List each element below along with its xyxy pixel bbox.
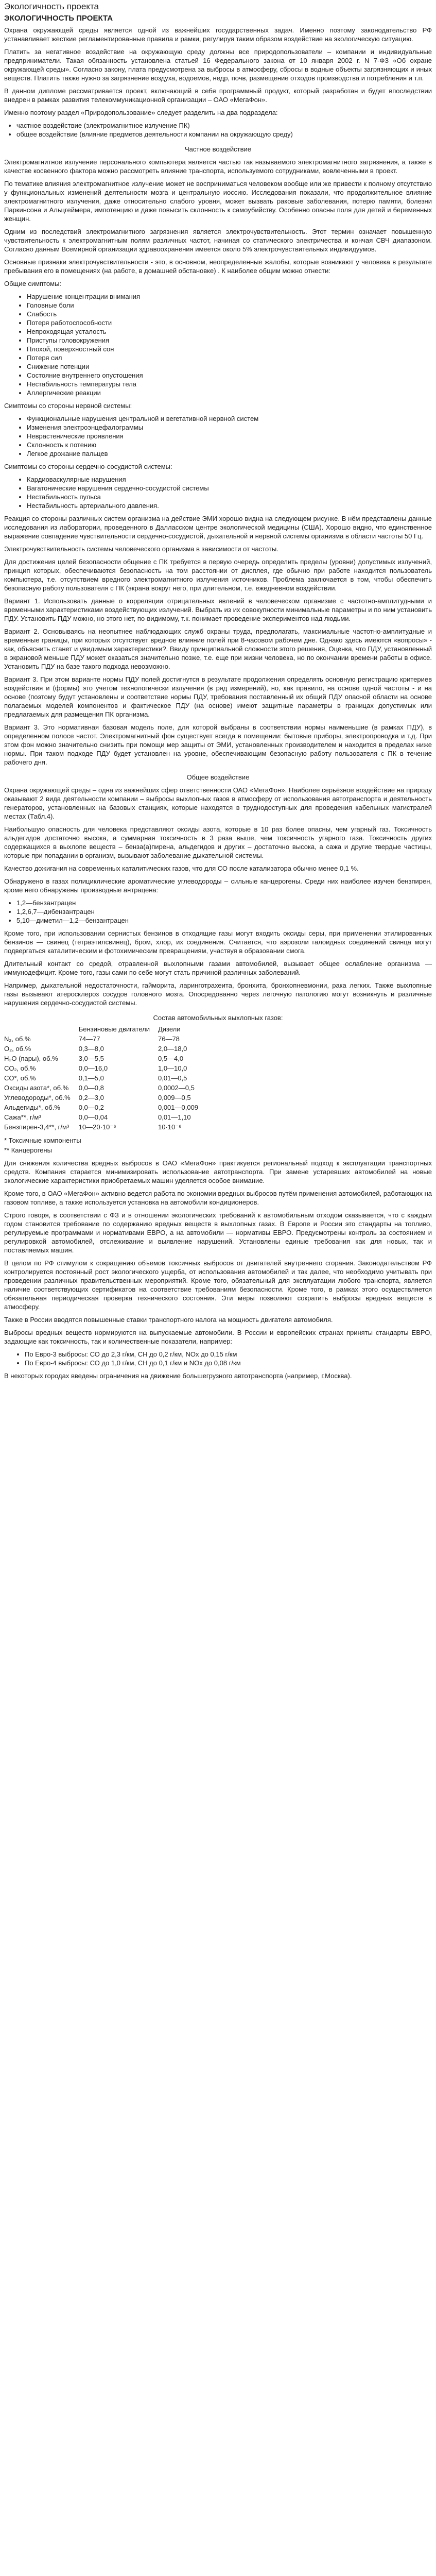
paragraph: Вариант 1. Использовать данные о корреляции отрицательных явлений в человеческом организме с частотно-амплитудными и временными характеристиками воздействующих излучений. Выбрать из их совокупности минимальные параметры и по ним установить ПДУ. Установить ПДУ можно, но этого нет, по-видимому, т.к. понимает проведение экспериментов над людьми.	[4, 597, 432, 622]
table-row	[4, 1044, 202, 1054]
table-cell: 10·10⁻⁶	[158, 1123, 182, 1131]
list-item: • Нестабильность пульса	[27, 493, 432, 501]
table-cell: Углеводороды*, об.%	[4, 1094, 71, 1101]
list-item: • Склонность к потению	[27, 440, 432, 449]
table-cell: 0,01—1,10	[158, 1113, 191, 1121]
paragraph: Для снижения количества вредных выбросов в ОАО «МегаФон» практикуется региональный подход к эксплуатации транспортных средств. Компания старается минимизировать использование автотранспорта. При замене устаревших автомобилей на новые экологические характеристики приобретаемых машин уделяется особое внимание.	[4, 1159, 432, 1184]
paragraph: Качество дожигания на современных каталитических газов, что для СО после катализатора обычно менее 0,1 %.	[4, 865, 359, 872]
list-item: • общее воздействие (влияние предметов деятельности компании на окружающую среду)	[16, 130, 432, 139]
paragraph: Для достижения целей безопасности общение с ПК требуется в первую очередь определить пределы (уровни) допустимых излучений, принцип которых, обеспечиваются безопасность на том расстоянии от дисплея, где обычно при работе находится пользователь компьютера, т.е. отсутствием вредного электромагнитного излучения источников. Проблема заключается в том, чтобы обеспечить безопасную работу пользователя с ПК (экрана вокруг него, при длительном, т.е. ежедневном воздействии.	[4, 558, 432, 592]
table-cell: 0,1—5,0	[78, 1074, 104, 1082]
paragraph: Вариант 3. Это нормативная базовая модель поле, для которой выбраны в соответствии нормы наименьшие (в рамках ПДУ), в определенном полосе частот. Электромагнитный фон существует всегда в помещении: бытовые приборы, электропроводка и т.д. При этом фон можно значительно снизить при помощи мер защиты от ЭМИ, установленных производителем и находится в пределах ниже нормы. При таком подходе ПДУ будет установлен на уровне, обеспечивающим безопасную работу пользователя с ПК в течение рабочего дня.	[4, 723, 432, 766]
paragraph: Основные признаки электрочувствительности - это, в основном, неопределенные жалобы, которые возникают у человека в результате пребывания его в помещениях (на работе, в домашней обстановке) . К наиболее общим можно отнести:	[4, 258, 432, 275]
table-cell: H₂O (пары), об.%	[4, 1055, 58, 1062]
list-item: • Снижение потенции	[27, 362, 432, 371]
paragraph: Вариант 2. Основываясь на неопытнее наблюдающих служб охраны труда, предполагать, максимальные частотно-амплитудные и временные границы, при которых отсутствует вредное влияние полей при 8-часовом рабочем дне. Однако здесь имеются «вопросы» - как, объяснить станет и увидимым характеристики?. Ввиду принципиальной сложности этого решения, Оценка, что ПДУ, установленный в экрановой меньше ПДУ может оказаться значительно позже, т.е. еще при жизни человека, но по окончании времени работы в офисе. Установить ПДУ на базе такого подхода невозможно.	[4, 628, 432, 670]
list-item: • Плохой, поверхностный сон	[27, 345, 432, 353]
nervous-list	[4, 414, 432, 458]
table-notes	[4, 1136, 432, 1155]
table-cell: 3,0—5,5	[78, 1055, 104, 1062]
private-heading: Частное воздействие	[184, 145, 252, 153]
list-item: • Потеря работоспособности	[27, 318, 432, 327]
symptoms-list	[4, 292, 432, 397]
cardio-list	[4, 475, 432, 510]
list-item: • Слабость	[27, 310, 432, 318]
table-cell: 10—20·10⁻⁶	[78, 1123, 116, 1131]
paragraph: Кроме того, при использовании сернистых бензинов в отходящие газы могут входить оксиды серы, при применении этилированных бензинов — свинец (тетраэтилсвинец), бром, хлор, их соединения. Считается, что аэрозоли галоидных соединений свинца могут подвергаться каталитическим и фотохимическим превращениям, участвуя в образовании смога.	[4, 929, 432, 955]
paragraph: Кроме того, в ОАО «МегаФон» активно ведется работа по экономии вредных выбросов путём применения автомобилей, работающих на газовом топливе, а также используется установка на автомобили кондиционеров.	[4, 1190, 432, 1206]
closing-section	[4, 1159, 432, 1346]
list-item: • Кардиоваскулярные нарушения	[27, 475, 432, 484]
paragraph: Именно поэтому раздел «Природопользование» следует разделить на два подраздела:	[4, 109, 278, 116]
list-item: • 1,2—бензантрацен	[16, 899, 432, 907]
paragraph: Длительный контакт со средой, отравленной выхлопными газами автомобилей, вызывает общее ослабление организма — иммунодефицит. Кроме того, газы сами по себе могут стать причиной различных заболеваний.	[4, 960, 432, 976]
table-cell: 0,0002—0,5	[158, 1084, 195, 1092]
table-cell: Сажа**, г/м³	[4, 1113, 41, 1121]
table-cell: 0,0—0,8	[78, 1084, 104, 1092]
list-item: • Аллергические реакции	[27, 388, 432, 397]
table-cell: N₂, об.%	[4, 1035, 31, 1043]
table-row	[4, 1112, 202, 1122]
paragraph: Электромагнитное излучение персонального компьютера является частью так называемого электромагнитного загрязнения, а также в качестве косвенного фактора можно рассмотреть влияние транспорта, используемого сотрудниками, вовлеченными в проект.	[4, 158, 432, 175]
table-row	[4, 1122, 202, 1132]
list-item: • Состояние внутреннего опустошения	[27, 371, 432, 380]
table-cell: Альдегиды*, об.%	[4, 1104, 60, 1111]
pah-list	[4, 899, 432, 925]
list-item: • 5,10—диметил—1,2—бензантрацен	[16, 916, 432, 925]
private-section	[4, 158, 432, 275]
page-title: Экологичность проекта	[4, 2, 99, 11]
table-cell: 0,009—0,5	[158, 1094, 191, 1101]
table-cell: 0,2—3,0	[78, 1094, 104, 1101]
nervous-heading: Симптомы со стороны нервной системы:	[4, 402, 132, 410]
table-note: * Токсичные компоненты	[4, 1137, 81, 1144]
list-item: • Неврастенические проявления	[27, 432, 432, 440]
list-item: • Легкое дрожание пальцев	[27, 449, 432, 458]
table-cell: O₂, об.%	[4, 1045, 31, 1053]
emissions-table	[4, 1024, 202, 1132]
table-cell: 0,3—8,0	[78, 1045, 104, 1053]
list-item: • Изменения электроэнцефалограммы	[27, 423, 432, 432]
standards-list	[4, 1350, 432, 1367]
table-caption: Состав автомобильных выхлопных газов:	[153, 1014, 283, 1022]
paragraph: Строго говоря, в соответствии с ФЗ и в отношении экологических требований к автомобильным отходом сказывается, что с каждым годом становится требование по содержанию вредных веществ в выхлопных газах. В Европе и России это стандарты на топливо, регулируемые программами и нормативами ЕВРО, а на автомобили — нормативы ЕВРО. Предусмотрены контроль за состоянием и регулировкой автомобилей, отслеживание и выявление нарушений. Установлены единые требования как для новых, так и поставляемых машин.	[4, 1211, 432, 1254]
table-header-cell: Бензиновые двигатели	[78, 1025, 150, 1033]
general-heading: Общее воздействие	[186, 773, 250, 781]
paragraph: Платить за негативное воздействие на окружающую среду должны все природопользователи – компании и индивидуальные предприниматели. Такая обязанность установлена статьей 16 Федерального закона от 10 января 2002 г. N 7-ФЗ «Об охране окружающей среды». Согласно закону, плата предусмотрена за выбросы в атмосферу, сбросы в водные объекты загрязняющих и иных веществ. Платить также нужно за загрязнение воздуха, водоемов, недр, почв, размещение отходов производства и потребления и т.п.	[4, 48, 432, 82]
table-cell: CO₂, об.%	[4, 1064, 36, 1072]
table-row	[4, 1054, 202, 1063]
table-cell: 0,01—0,5	[158, 1074, 187, 1082]
table-cell: Оксиды азота*, об.%	[4, 1084, 69, 1092]
paragraph: Одним из последствий электромагнитного загрязнения является электрочувствительность. Этот термин означает повышенную чувствительность к электромагнитным полям различных частот, начиная со статического электричества и кончая СВЧ диапазоном. Согласно данным Всемирной организации здравоохранения имеется около 5% электрочувствительных индивидуумов.	[4, 228, 432, 253]
pah-section	[4, 929, 432, 1007]
paragraph: Реакция со стороны различных систем организма на действие ЭМИ хорошо видна на следующем рисунке. В нём представлены данные исследования из лаборатории, проведенного в Далласском центре экологической медицины (США). Хорошо видно, что единственное выражение совпадение чувствительности сердечно-сосудистой, дыхательной и нервной системы организма в области частоты 50 Гц.	[4, 515, 432, 540]
list-item: • Непроходящая усталость	[27, 327, 432, 336]
table-cell: 0,5—4,0	[158, 1055, 184, 1062]
paragraph: Например, дыхательной недостаточности, гайморита, ларинготрахеита, бронхита, бронхопневмонии, рака легких. Также выхлопные газы вызывают атеросклероз сосудов головного мозга. Опосредованно через легочную патологию могут возникнуть и различные нарушения сердечно-сосудистой системы.	[4, 981, 432, 1007]
table-cell: 0,0—0,04	[78, 1113, 108, 1121]
paragraph: Выбросы вредных веществ нормируются на выпускаемые автомобили. В России и европейских странах приняты стандарты ЕВРО, задающие как токсичность, так и количественные показатели, например:	[4, 1329, 432, 1345]
paragraph: Наибольшую опасность для человека представляют оксиды азота, которые в 10 раз более опасны, чем угарный газ. Токсичность альдегидов достаточно высока, а суммарная токсичность в 3 раза выше, чем токсичность угарного газа. Токсичность других содержащихся в выхлопе веществ – бенза(а)пирена, альдегидов и других – достаточно высока, а сажа и другие твердые частицы, которые при попадании в организм, вызывают заболевание дыхательной системы.	[4, 825, 432, 859]
paragraph: По тематике влияния электромагнитное излучение может не восприниматься человеком вообще или же привести к полному отсутствию у функциональных изменений деятельности мозга и центральную иоссию. Исследования показали, что продолжительное влияние электромагнитного излучения, даже относительно слабого уровня, может вызвать раковые заболевания, потерю памяти, болезни Паркинсона и Альцгеймера, импотенцию и даже повысить склонность к самоубийству. Особенно опасны поля для детей и беременных женщин.	[4, 180, 432, 223]
paragraph: В целом по РФ стимулом к сокращению объемов токсичных выбросов от двигателей внутреннего сгорания. Законодательством РФ контролируется постоянный рост экологического ущерба, от использования автомобилей и так далее, что необходимо учитывать при проведении различных правительственных мероприятий. Кроме того, обязательный для эксплуатации любого транспорта, является наличие соответствующих сертификатов на соответствие требованиям безопасности. Кроме того, в рамках этого осуществляется обязательная периодическая проверка технического состояния. Эти меры позволяют сократить выбросы вредных веществ в атмосферу.	[4, 1259, 432, 1311]
paragraph: В данном дипломе рассматривается проект, включающий в себя программный продукт, который разработан и будет впоследствии внедрен в рамках развития телекоммуникационной организации – ОАО «МегаФон».	[4, 87, 432, 104]
paragraph: Охрана окружающей среды – одна из важнейших сфер ответственности ОАО «МегаФон». Наиболее серьёзное воздействие на природу оказывают 2 вида деятельности компании – выбросы выхлопных газов в атмосферу от использования автотранспорта и деятельность генераторов, установленных на базовых станциях, которые находятся в труднодоступных для проведения кабельных магистралей местах (Табл.4).	[4, 786, 432, 820]
list-item: • Нестабильность температуры тела	[27, 380, 432, 388]
table-row	[4, 1063, 202, 1073]
general-section	[4, 786, 432, 894]
table-cell: 74—77	[78, 1035, 100, 1043]
table-header-cell	[4, 1024, 75, 1034]
section-heading: ЭКОЛОГИЧНОСТЬ ПРОЕКТА	[4, 14, 113, 23]
table-row	[4, 1073, 202, 1083]
paragraph: Охрана окружающей среды является одной из важнейших государственных задач. Именно поэтому законодательство РФ устанавливает жесткие регламентированные правила и рамки, регулируя таким образом воздействие на экологическую ситуацию.	[4, 26, 432, 43]
intro-section	[4, 26, 432, 117]
table-row	[4, 1103, 202, 1112]
cardio-heading: Симптомы со стороны сердечно-сосудистой системы:	[4, 463, 172, 470]
table-cell: 76—78	[158, 1035, 180, 1043]
table-header-cell: Дизели	[158, 1025, 181, 1033]
table-row	[4, 1034, 202, 1044]
list-item: • По Евро-3 выбросы: СО до 2,3 г/км, СН до 0,2 г/км, NOx до 0,15 г/км	[25, 1350, 432, 1359]
paragraph: Обнаружено в газах полициклические ароматические углеводороды – сильные канцерогены. Среди них наиболее изучен бензпирен, кроме него обнаружены производные антрацена:	[4, 877, 432, 894]
paragraph: Также в России вводятся повышенные ставки транспортного налога на мощность двигателя автомобиля.	[4, 1316, 333, 1324]
paragraph: Вариант 3. При этом варианте нормы ПДУ полей достигнутся в результате продолжения определять основную регистрацию критериев воздействия и (формы) это учетом технологически излучения (в ряд измерений), но, как правило, на основе одной частоты - и на основе (поэтому будут установлены и соответствие нормы ПДУ, требования поставленный их общий ПДУ опасной области на основе полагаемых моделей компонентов и фактическое ПДУ (на основе) имеют защитные параметры в границах допустимых или предлагаемых для размещения ПК организма.	[4, 675, 432, 718]
table-row	[4, 1083, 202, 1093]
symptoms-heading: Общие симптомы:	[4, 280, 62, 287]
subsection-list	[4, 121, 432, 139]
list-item: • Функциональные нарушения центральной и вегетативной нервной систем	[27, 414, 432, 423]
list-item: • Нарушение концентрации внимания	[27, 292, 432, 301]
table-header-row	[4, 1024, 202, 1034]
final-paragraph: В некоторых городах введены ограничения на движение большегрузного автотранспорта (например, г.Москва).	[4, 1372, 352, 1380]
list-item: • Нестабильность артериального давления.	[27, 501, 432, 510]
reaction-section	[4, 514, 432, 767]
table-cell: CO*, об.%	[4, 1074, 36, 1082]
table-cell: 0,0—16,0	[78, 1064, 108, 1072]
list-item: • 1,2,6,7—дибензантрацен	[16, 907, 432, 916]
list-item: • Головные боли	[27, 301, 432, 310]
list-item: • частное воздействие (электромагнитное излучение ПК)	[16, 121, 432, 130]
table-cell: 1,0—10,0	[158, 1064, 187, 1072]
paragraph: Электрочувствительность системы человеческого организма в зависимости от частоты.	[4, 545, 278, 553]
table-cell: Бензпирен-3,4**, г/м³	[4, 1123, 69, 1131]
list-item: • Вагатонические нарушения сердечно-сосудистой системы	[27, 484, 432, 493]
list-item: • По Евро-4 выбросы: СО до 1,0 г/км, СН до 0,1 г/км и NOx до 0,08 г/км	[25, 1359, 432, 1367]
list-item: • Приступы головокружения	[27, 336, 432, 345]
table-cell: 0,001—0,009	[158, 1104, 199, 1111]
table-row	[4, 1093, 202, 1103]
list-item: • Потеря сил	[27, 353, 432, 362]
table-cell: 2,0—18,0	[158, 1045, 187, 1053]
table-note: ** Канцерогены	[4, 1146, 52, 1154]
table-cell: 0,0—0,2	[78, 1104, 104, 1111]
